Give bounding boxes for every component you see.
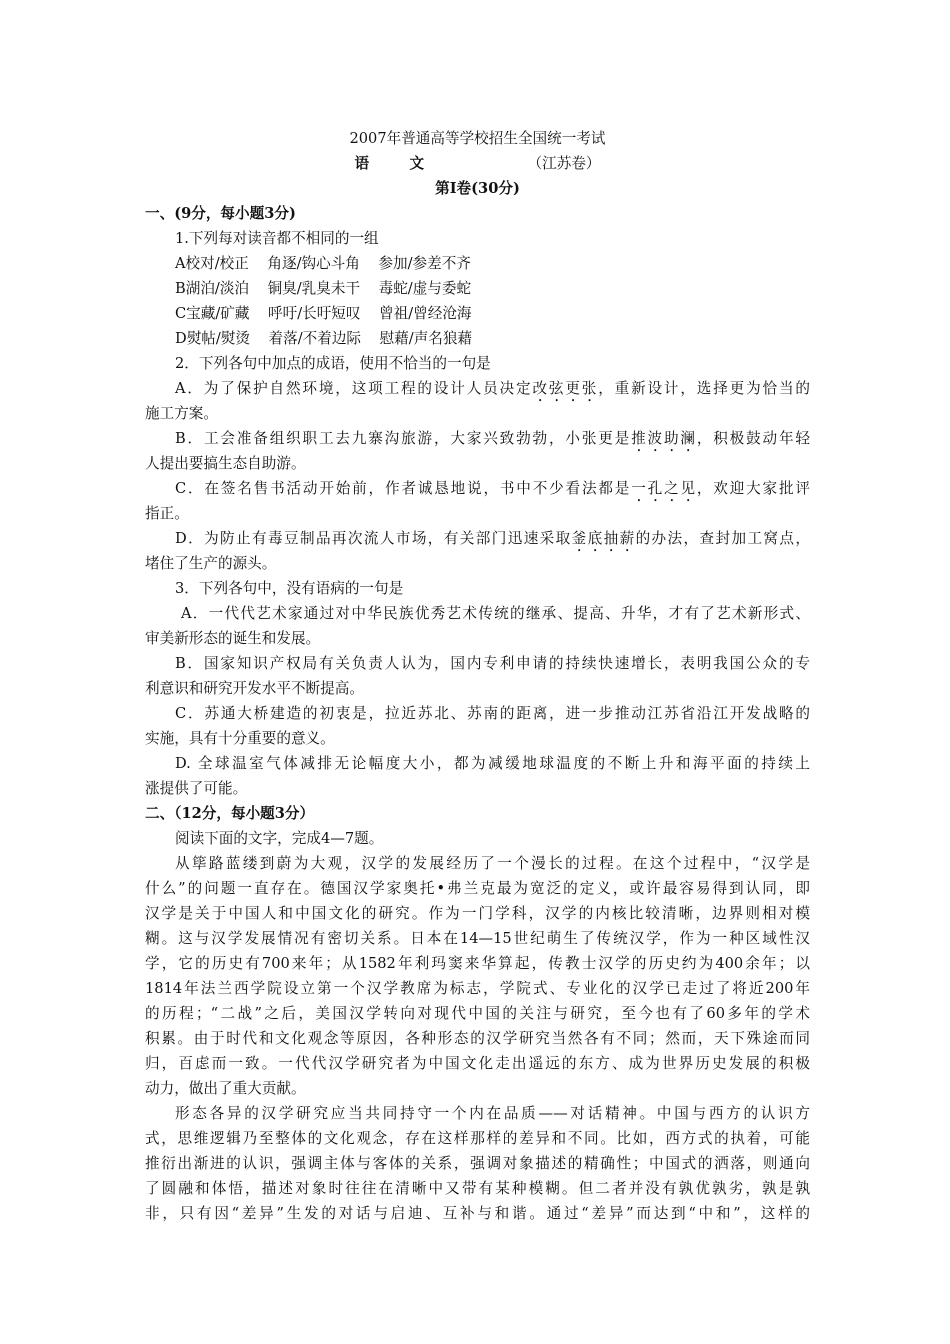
q3-option-c-line2: 实施，具有十分重要的意义。	[145, 730, 335, 747]
q2-d-idiom: 釜底抽薪	[571, 530, 636, 547]
passage-line: 的历程；“二战”之后，美国汉学转向对现代中国的关注与研究，至今也有了60多年的学术	[145, 1005, 810, 1022]
passage-line: 学，它的历史有700来年；从1582年利玛窦来华算起，传教士汉学的历史约为400余年；以	[145, 955, 810, 972]
passage-line: 从筚路蓝缕到蔚为大观，汉学的发展经历了一个漫长的过程。在这个过程中，“汉学是	[175, 855, 810, 872]
passage-paragraph-1	[145, 851, 810, 1101]
q3-stem: 3．下列各句中，没有语病的一句是	[175, 580, 404, 597]
passage-line: 推衍出渐进的认识，强调主体与客体的关系，强调对象描述的精确性；中国式的洒落，则通向	[145, 1155, 810, 1172]
passage-line: 式，思维逻辑乃至整体的文化观念，存在这样那样的差异和不同。比如，西方式的执着，可能	[145, 1130, 810, 1147]
subject-char-1: 语	[354, 155, 370, 172]
q3-option-d-line1: D. 全球温室气体减排无论幅度大小，都为减缓地球温度的不断上升和海平面的持续上	[175, 755, 810, 772]
q2-option-a-line1	[145, 376, 810, 401]
subject-char-2: 文	[409, 155, 425, 172]
q2-a-text: A．为了保护自然环境，这项工程的设计人员决定	[175, 380, 533, 397]
exam-title: 2007年普通高等学校招生全国统一考试	[349, 130, 606, 147]
passage-line: 了圆融和体悟，描述对象时往往在清晰中又带有某种模糊。但二者并没有孰优孰劣，孰是孰	[145, 1180, 810, 1197]
q2-c-text-end: ，欢迎大家批评	[696, 480, 810, 497]
passage-line: 什么”的问题一直存在。德国汉学家奥托•弗兰克最为宽泛的定义，或许最容易得到认同，即	[145, 880, 810, 897]
q3-option-a-line1: A．一代代艺术家通过对中华民族优秀艺术传统的继承、提高、升华，才有了艺术新形式、	[181, 605, 810, 622]
section-2-heading: 二、（12分，每小题3分）	[145, 805, 315, 822]
province-label: （江苏卷）	[527, 155, 601, 172]
q1-option-b: B湖泊/淡泊 铜臭/乳臭未干 毒蛇/虚与委蛇	[175, 280, 472, 297]
q2-option-b-line2: 人提出要搞生态自助游。	[145, 455, 306, 472]
q2-option-d-line1	[145, 526, 810, 551]
q2-stem: 2．下列各句中加点的成语，使用不恰当的一句是	[175, 355, 491, 372]
reading-intro: 阅读下面的文字，完成4—7题。	[175, 830, 384, 847]
q2-b-text-end: ，积极鼓动年轻	[696, 430, 810, 447]
q2-b-idiom: 推波助澜	[631, 430, 697, 447]
q2-c-text: C．在签名售书活动开始前，作者诚恳地说，书中不少看法都是	[175, 480, 632, 497]
q2-option-b-line1	[145, 426, 810, 451]
passage-line: 非，只有因“差异”生发的对话与启迪、互补与和谐。通过“差异”而达到“中和”，这样的	[145, 1205, 810, 1222]
passage-line: 糊。这与汉学发展情况有密切关系。日本在14—15世纪萌生了传统汉学，作为一种区域性汉	[145, 930, 810, 947]
passage-line: 1814年法兰西学院设立第一个汉学教席为标志，学院式、专业化的汉学已走过了将近200年	[145, 980, 810, 997]
section-1-heading: 一、(9分，每小题3分)	[145, 205, 296, 222]
q2-option-d-line2: 堵住了生产的源头。	[145, 555, 277, 572]
passage-line: 汉学是关于中国人和中国文化的研究。作为一门学科，汉学的内核比较清晰，边界则相对模	[145, 905, 810, 922]
document-body	[145, 126, 810, 1226]
q2-option-c-line2: 指正。	[145, 505, 189, 522]
q1-stem: 1.下列每对读音都不相同的一组	[175, 230, 379, 247]
passage-line: 形态各异的汉学研究应当共同持守一个内在品质——对话精神。中国与西方的认识方	[175, 1105, 810, 1122]
volume-title: 第Ⅰ卷(30分)	[435, 180, 520, 197]
subject-title	[145, 151, 810, 176]
q3-option-d-line2: 涨提供了可能。	[145, 780, 248, 797]
q3-option-b-line2: 利意识和研究开发水平不断提高。	[145, 680, 364, 697]
q2-option-c-line1	[145, 476, 810, 501]
q1-option-c: C宝藏/矿藏 呼吁/长吁短叹 曾祖/曾经沧海	[175, 305, 472, 322]
passage-line: 积累。由于时代和文化观念等原因，各种形态的汉学研究当然各有不同；然而，天下殊途而同	[145, 1030, 810, 1047]
q2-b-text: B．工会准备组织职工去九寨沟旅游，大家兴致勃勃，小张更是	[175, 430, 632, 447]
q3-option-c-line1: C．苏通大桥建造的初衷是，拉近苏北、苏南的距离，进一步推动江苏省沿江开发战略的	[175, 705, 810, 722]
passage-line: 归，百虑而一致。一代代汉学研究者为中国文化走出遥远的东方、成为世界历史发展的积极	[145, 1055, 810, 1072]
q2-a-text-end: ，重新设计，选择更为恰当的	[598, 380, 810, 397]
q3-option-b-line1: B．国家知识产权局有关负责人认为，国内专利申请的持续快速增长，表明我国公众的专	[175, 655, 810, 672]
passage-line: 动力，做出了重大贡献。	[145, 1080, 306, 1097]
q2-d-text-end: 的办法，查封加工窝点，	[635, 530, 810, 547]
q2-c-idiom: 一孔之见	[631, 480, 697, 497]
q1-option-a: A校对/校正 角逐/钩心斗角 参加/参差不齐	[175, 255, 471, 272]
q2-a-idiom: 改弦更张	[532, 380, 599, 397]
q2-option-a-line2: 施工方案。	[145, 405, 218, 422]
passage-paragraph-2	[145, 1101, 810, 1226]
q2-d-text: D．为防止有毒豆制品再次流人市场，有关部门迅速采取	[175, 530, 572, 547]
q1-option-d: D熨帖/熨烫 着落/不着边际 慰藉/声名狼藉	[175, 330, 473, 347]
q3-option-a-line2: 审美新形态的诞生和发展。	[145, 630, 321, 647]
